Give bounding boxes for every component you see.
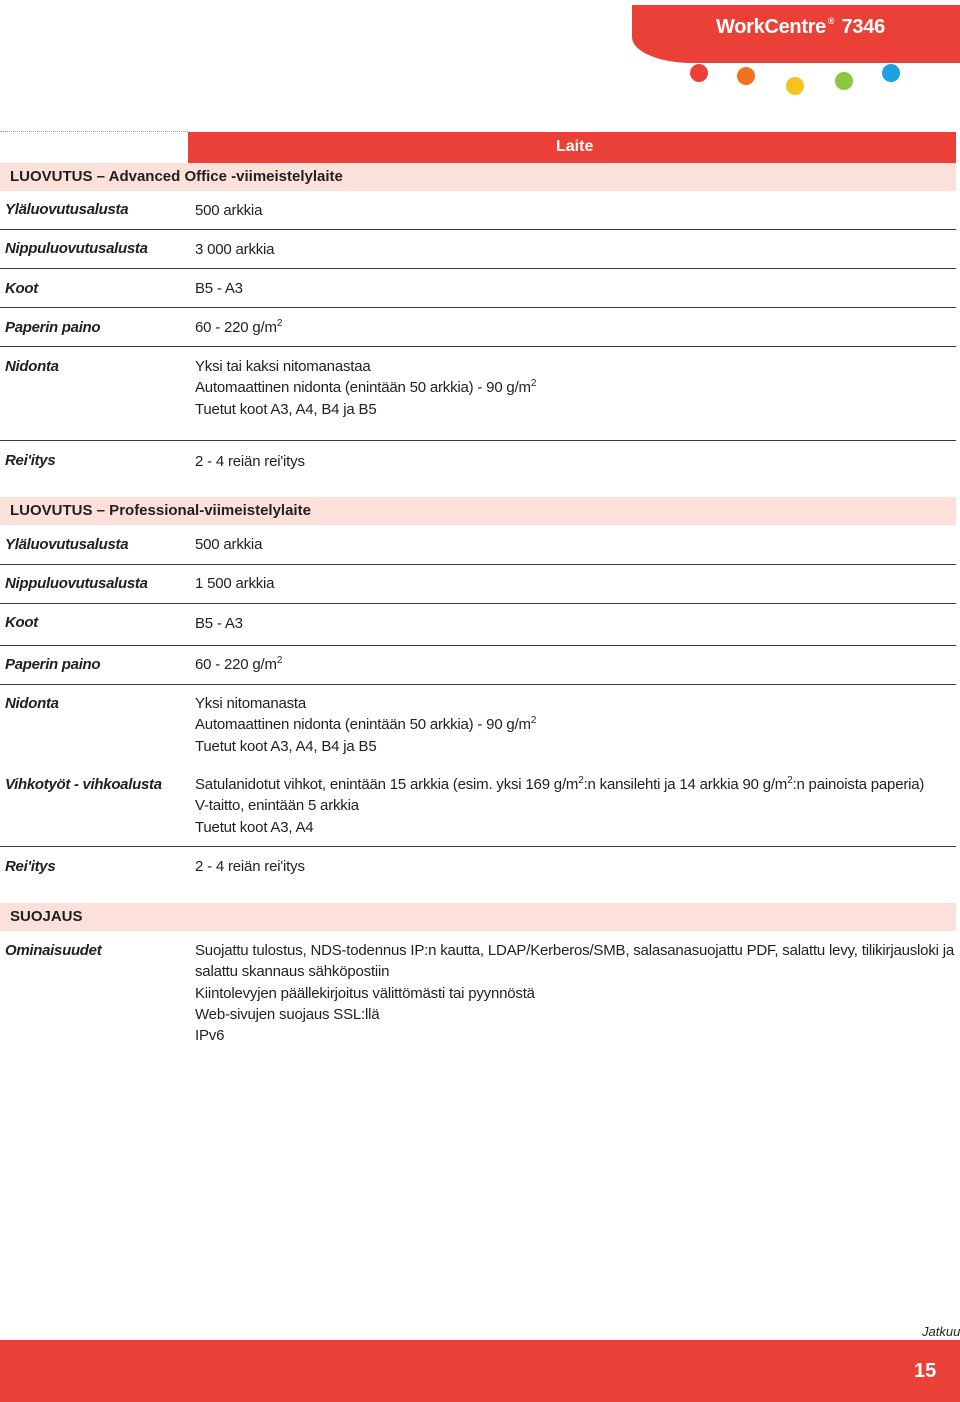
row-divider xyxy=(0,229,956,230)
row-label: Koot xyxy=(5,280,38,297)
row-divider xyxy=(0,684,956,685)
row-value: 2 - 4 reiän rei'itys xyxy=(195,453,305,470)
row-label: Paperin paino xyxy=(5,319,101,336)
page-number: 15 xyxy=(914,1360,937,1382)
row-value: Suojattu tulostus, NDS-todennus IP:n kautta, LDAP/Kerberos/SMB, salasanasuojattu PDF, salattu levy, tilikirjausloki ja salattu skannaus sähköpostiin Kiintolevyjen päällekirjoitus välittömästi tai pyynnöstä Web-sivujen suojaus SSL:llä IPv6 xyxy=(195,942,955,1045)
row-value: Satulanidotut vihkot, enintään 15 arkkia (esim. yksi 169 $g/m^2:n$ kansilehti ja 14 arkkia 90 $g/m^2:n$ painoista paperia) V-taitto, enintään 5 arkkia Tuetut koot A3, A4 xyxy=(195,775,925,836)
brand-dot-orange xyxy=(737,67,755,85)
row-divider xyxy=(0,268,956,269)
row-label: Ominaisuudet xyxy=(5,942,102,959)
row-label: Vihkotyöt - vihkoalusta xyxy=(5,776,162,793)
row-label: Paperin paino xyxy=(5,656,101,673)
row-value: 2 - 4 reiän rei'itys xyxy=(195,858,305,875)
row-label: Yläluovutusalusta xyxy=(5,201,129,218)
row-divider xyxy=(0,603,956,604)
row-label: Nidonta xyxy=(5,695,59,712)
footer-bar xyxy=(0,1340,960,1402)
row-label: Nippuluovutusalusta xyxy=(5,240,148,257)
row-label: Yläluovutusalusta xyxy=(5,536,129,553)
row-divider xyxy=(0,846,956,847)
section-advanced-title: LUOVUTUS – Advanced Office -viimeistelylaite xyxy=(10,168,343,185)
row-label: Rei'itys xyxy=(5,452,56,469)
row-value: B5 - A3 xyxy=(195,615,243,632)
row-label: Rei'itys xyxy=(5,858,56,875)
row-divider xyxy=(0,645,956,646)
row-label: Koot xyxy=(5,614,38,631)
section-professional-title: LUOVUTUS – Professional-viimeistelylaite xyxy=(10,502,311,519)
brand-title: WorkCentre ® 7346 xyxy=(716,16,885,38)
row-divider xyxy=(0,346,956,347)
row-value: Yksi nitomanasta Automaattinen nidonta (enintään 50 arkkia) - 90 $g/m^2$ Tuetut koot A3, A4, B4 ja B5 xyxy=(195,695,537,755)
row-value: Yksi tai kaksi nitomanastaa Automaattinen nidonta (enintään 50 arkkia) - 90 $g/m^2$ Tuetut koot A3, A4, B4 ja B5 xyxy=(195,358,537,418)
brand-dot-green xyxy=(835,72,853,90)
dotted-divider xyxy=(0,131,188,132)
brand-dot-blue xyxy=(882,64,900,82)
row-divider xyxy=(0,564,956,565)
laite-label: Laite xyxy=(556,138,594,155)
continue-label: Jatkuu xyxy=(922,1324,960,1339)
row-value: 60 - 220 $g/m^2$ xyxy=(195,318,283,336)
section-security-bar xyxy=(0,903,956,931)
row-label: Nidonta xyxy=(5,358,59,375)
row-divider xyxy=(0,307,956,308)
brand-dot-yellow xyxy=(786,77,804,95)
row-value: 3 000 arkkia xyxy=(195,241,275,258)
section-security-title: SUOJAUS xyxy=(10,908,83,925)
row-value: 500 arkkia xyxy=(195,202,263,219)
row-value: 1 500 arkkia xyxy=(195,575,275,592)
brand-dot-red xyxy=(690,64,708,82)
row-value: B5 - A3 xyxy=(195,280,243,297)
row-value: 60 - 220 $g/m^2$ xyxy=(195,655,283,673)
row-divider xyxy=(0,440,956,441)
row-value: 500 arkkia xyxy=(195,536,263,553)
row-label: Nippuluovutusalusta xyxy=(5,575,148,592)
